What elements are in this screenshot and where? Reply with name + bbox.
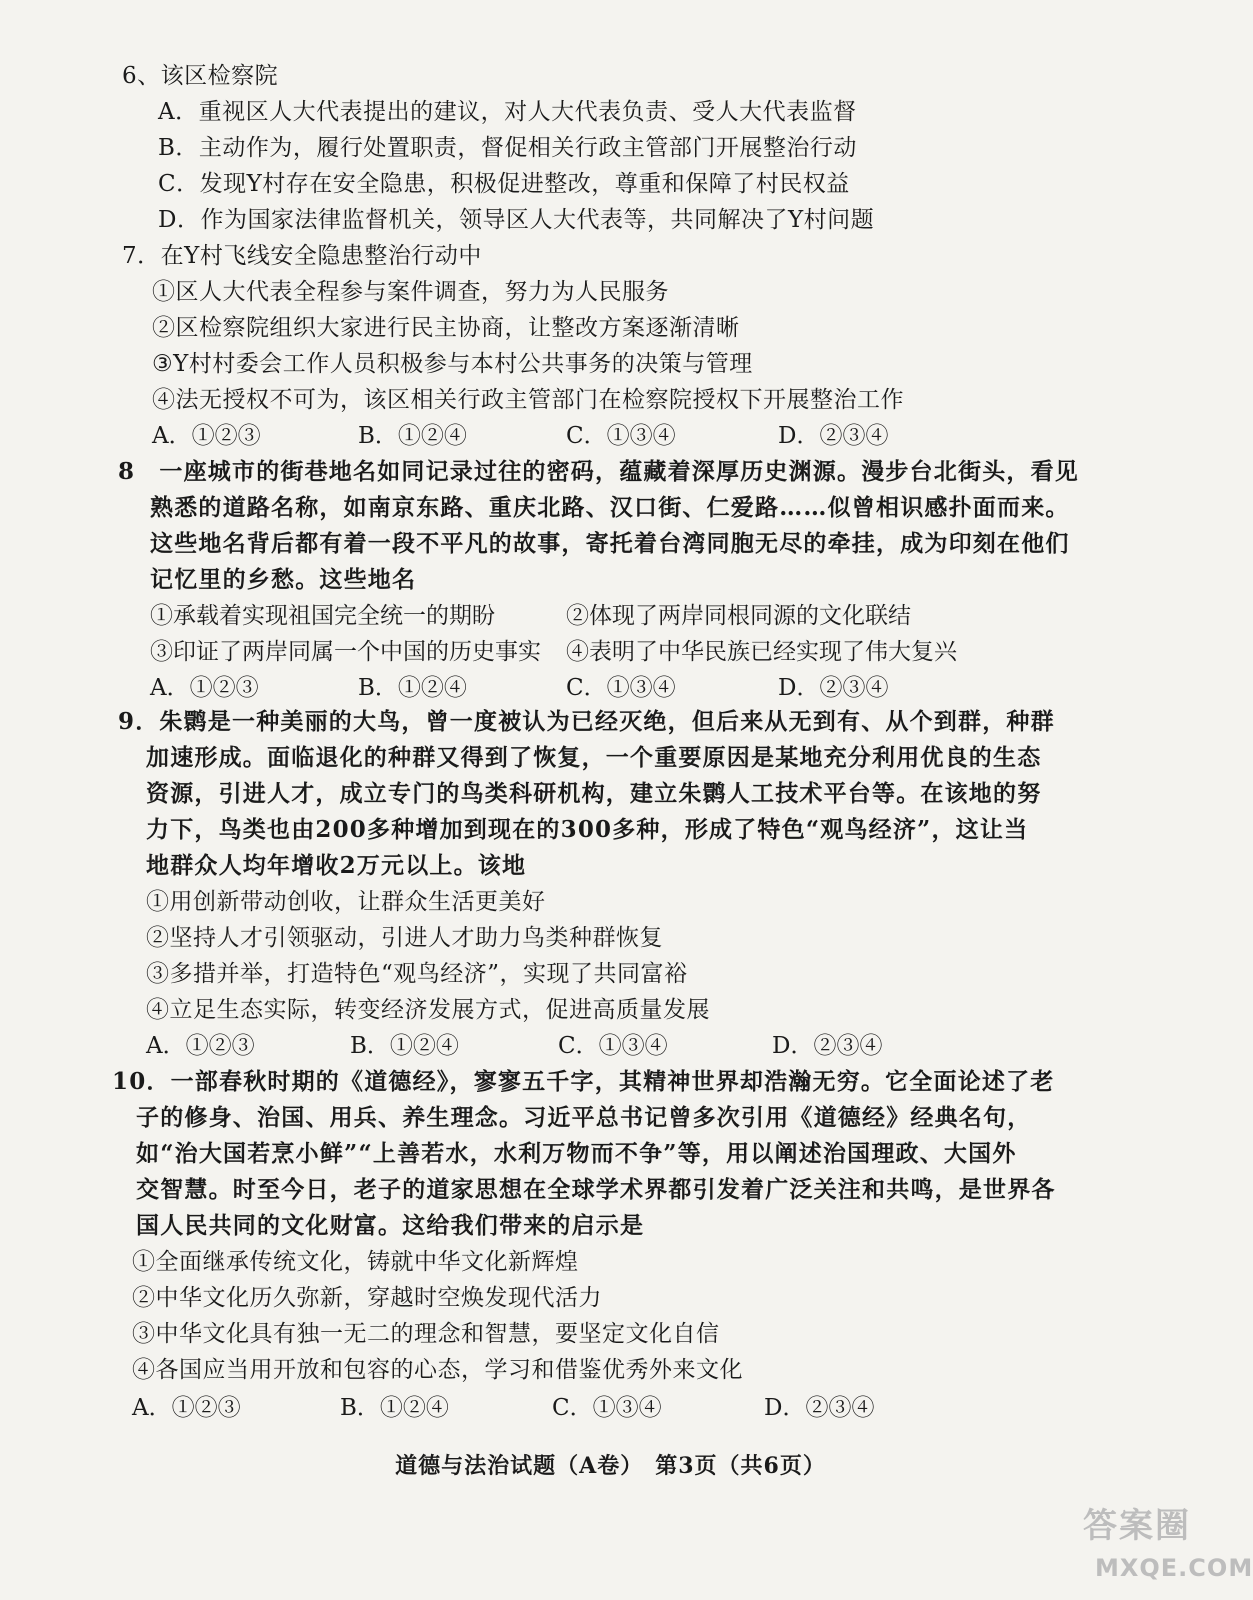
q7-choice-c: C．①③④: [566, 423, 676, 449]
q8-statement-4: ④表明了中华民族已经实现了伟大复兴: [566, 639, 957, 665]
q7-statement-3: ③Y村村委会工作人员积极参与本村公共事务的决策与管理: [152, 351, 753, 377]
q8-stem-line-3: 这些地名背后都有着一段不平凡的故事，寄托着台湾同胞无尽的牵挂，成为印刻在他们: [150, 530, 1070, 557]
q10-stem-line-3: 如“治大国若烹小鲜”“上善若水，水利万物而不争”等，用以阐述治国理政、大国外: [136, 1140, 1017, 1167]
q8-statement-2: ②体现了两岸同根同源的文化联结: [566, 603, 911, 629]
q8-choice-c: C．①③④: [566, 675, 676, 701]
q9-statement-4: ④立足生态实际，转变经济发展方式，促进高质量发展: [146, 997, 710, 1023]
q8-stem-line-2: 熟悉的道路名称，如南京东路、重庆北路、汉口街、仁爱路……似曾相识感扑面而来。: [150, 494, 1070, 521]
q9-answer-choices: [0, 1030, 1100, 1062]
q8-statement-1: ①承载着实现祖国完全统一的期盼: [150, 603, 495, 629]
q7-choice-b: B．①②④: [358, 423, 467, 449]
q8-answer-choices: [0, 672, 1100, 704]
q8-statement-3: ③印证了两岸同属一个中国的历史事实: [150, 639, 541, 665]
q10-statement-4: ④各国应当用开放和包容的心态，学习和借鉴优秀外来文化: [132, 1357, 743, 1383]
site-watermark: [1075, 1498, 1253, 1594]
q9-stem-line-4: 力下，鸟类也由200多种增加到现在的300多种，形成了特色“观鸟经济”，这让当: [146, 816, 1029, 843]
q8-choice-a: A．①②③: [150, 675, 259, 701]
q10-stem-line-1: 10．一部春秋时期的《道德经》，寥寥五千字，其精神世界却浩瀚无穷。它全面论述了老: [112, 1068, 1055, 1095]
q6-stem: 6、该区检察院: [122, 63, 279, 89]
watermark-url: MXQE.COM: [1095, 1554, 1253, 1582]
q9-choice-b: B．①②④: [350, 1033, 459, 1059]
q7-statement-4: ④法无授权不可为，该区相关行政主管部门在检察院授权下开展整治工作: [152, 387, 904, 413]
q10-answer-choices: [0, 1392, 1100, 1424]
q10-stem-line-2: 子的修身、治国、用兵、养生理念。习近平总书记曾多次引用《道德经》经典名句，: [136, 1104, 1032, 1131]
q10-statement-3: ③中华文化具有独一无二的理念和智慧，要坚定文化自信: [132, 1321, 720, 1347]
q9-stem-line-2: 加速形成。面临退化的种群又得到了恢复，一个重要原因是某地充分利用优良的生态: [146, 744, 1042, 771]
q7-stem: 7．在Y村飞线安全隐患整治行动中: [122, 243, 482, 269]
q10-statement-1: ①全面继承传统文化，铸就中华文化新辉煌: [132, 1249, 579, 1275]
q7-statement-2: ②区检察院组织大家进行民主协商，让整改方案逐渐清晰: [152, 315, 740, 341]
page-footer: 道德与法治试题（A卷） 第3页（共6页）: [395, 1453, 826, 1479]
q9-stem-line-1: 9．朱鹮是一种美丽的大鸟，曾一度被认为已经灭绝，但后来从无到有、从个到群，种群: [118, 708, 1055, 735]
q9-statement-1: ①用创新带动创收，让群众生活更美好: [146, 889, 546, 915]
q6-option-b: B．主动作为，履行处置职责，督促相关行政主管部门开展整治行动: [158, 135, 857, 161]
q8-statements-row-1: [0, 600, 1100, 632]
q9-choice-a: A．①②③: [146, 1033, 255, 1059]
q8-choice-d: D．②③④: [778, 675, 889, 701]
q6-option-a: A．重视区人大代表提出的建议，对人大代表负责、受人大代表监督: [158, 99, 857, 125]
q10-statement-2: ②中华文化历久弥新，穿越时空焕发现代活力: [132, 1285, 602, 1311]
q6-option-c: C．发现Y村存在安全隐患，积极促进整改，尊重和保障了村民权益: [158, 171, 850, 197]
q10-stem-line-4: 交智慧。时至今日，老子的道家思想在全球学术界都引发着广泛关注和共鸣，是世界各: [136, 1176, 1056, 1203]
q8-choice-b: B．①②④: [358, 675, 467, 701]
q7-choice-a: A．①②③: [152, 423, 261, 449]
q8-stem-line-4: 记忆里的乡愁。这些地名: [150, 566, 417, 593]
q6-option-d: D．作为国家法律监督机关，领导区人大代表等，共同解决了Y村问题: [158, 207, 875, 233]
q7-answer-choices: [0, 420, 1100, 452]
q9-choice-d: D．②③④: [772, 1033, 883, 1059]
q10-choice-a: A．①②③: [132, 1395, 241, 1421]
q9-stem-line-5: 地群众人均年增收2万元以上。该地: [146, 852, 527, 879]
q7-statement-1: ①区人大代表全程参与案件调查，努力为人民服务: [152, 279, 669, 305]
q10-choice-c: C．①③④: [552, 1395, 662, 1421]
q10-choice-b: B．①②④: [340, 1395, 449, 1421]
q7-choice-d: D．②③④: [778, 423, 889, 449]
q9-choice-c: C．①③④: [558, 1033, 668, 1059]
q10-stem-line-5: 国人民共同的文化财富。这给我们带来的启示是: [136, 1212, 645, 1239]
q9-statement-3: ③多措并举，打造特色“观鸟经济”，实现了共同富裕: [146, 961, 688, 987]
watermark-logo-text: 答案圈: [1083, 1506, 1191, 1546]
q9-statement-2: ②坚持人才引领驱动，引进人才助力鸟类种群恢复: [146, 925, 663, 951]
q8-stem-line-1: 8 一座城市的街巷地名如同记录过往的密码，蕴藏着深厚历史渊源。漫步台北街头，看见: [118, 458, 1080, 485]
q10-choice-d: D．②③④: [764, 1395, 875, 1421]
q8-statements-row-2: [0, 636, 1100, 668]
q9-stem-line-3: 资源，引进人才，成立专门的鸟类科研机构，建立朱鹮人工技术平台等。在该地的努: [146, 780, 1042, 807]
